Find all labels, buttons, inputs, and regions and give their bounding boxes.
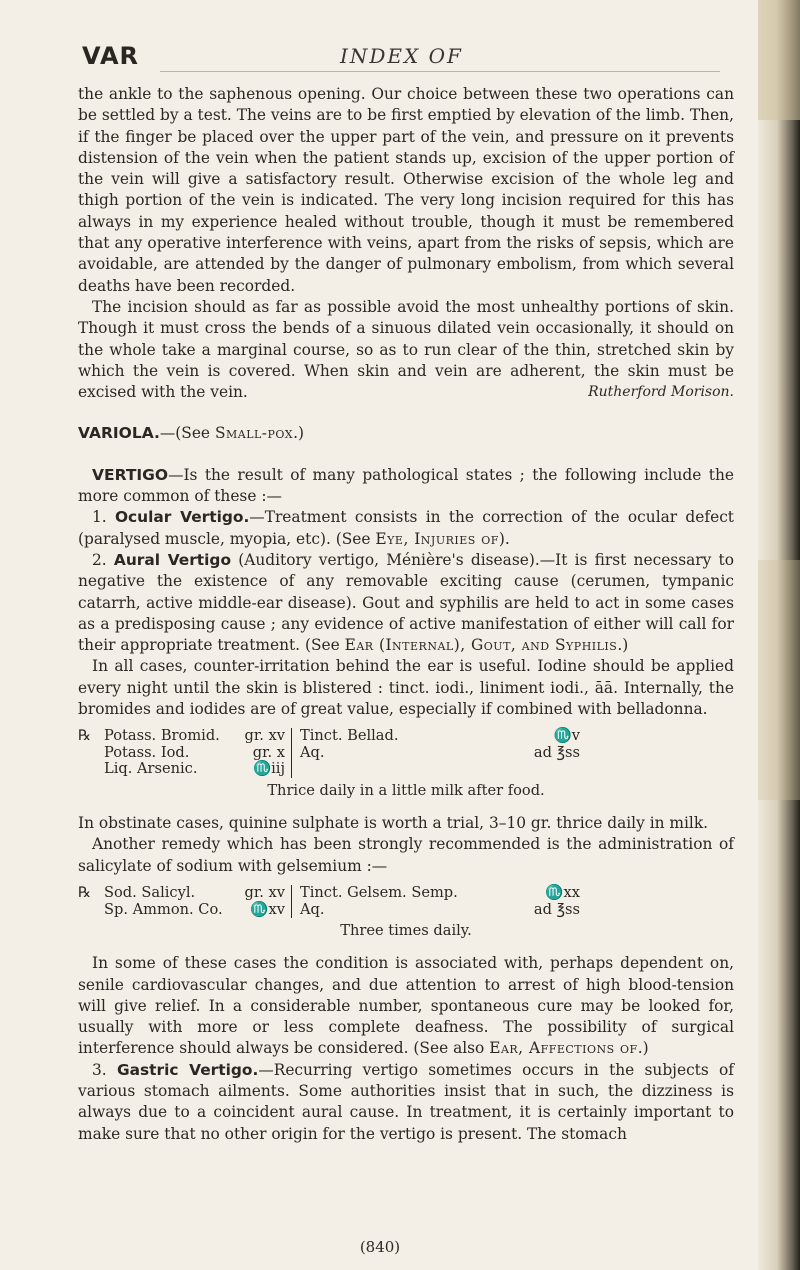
ingredient: Sp. Ammon. Co.: [104, 900, 223, 918]
dose: ad ℥ss: [533, 743, 580, 761]
ingredient: Liq. Arsenic.: [104, 760, 198, 778]
prescription-doses: [229, 728, 292, 778]
subheading-ocular-vertigo: Ocular Vertigo.: [114, 508, 250, 527]
dose: ♏xx: [545, 884, 580, 901]
prescription-ingredients: [292, 885, 490, 918]
prescription-salicylate: [78, 885, 734, 918]
author-signature: Rutherford Morison.: [588, 384, 734, 401]
ingredient: Tinct. Gelsem. Semp.: [300, 884, 458, 901]
ingredient: Sod. Salicyl.: [104, 884, 196, 901]
ocular-text: —Treatment consists in the correction of the ocular defect (paralysed muscle, myopia, etc). (See: [78, 508, 734, 548]
ingredient: Potass. Bromid.: [104, 727, 220, 745]
section-number: 1.: [92, 508, 115, 527]
dose: ad ℥ss: [533, 900, 580, 918]
thumb-index-tab: [758, 560, 800, 800]
running-head-title: INDEX OF: [340, 44, 463, 68]
aural-close: .): [617, 636, 629, 655]
dose: ♏iij: [252, 760, 285, 778]
entry-variola-text: —(See: [159, 424, 215, 443]
recipe-symbol: ℞: [78, 727, 92, 745]
prescription-ingredients: [104, 728, 229, 778]
entry-variola: [78, 423, 734, 444]
prescription-ingredients: [104, 885, 229, 918]
dose: ♏xv: [250, 900, 285, 918]
entry-heading-vertigo: VERTIGO: [92, 465, 169, 484]
entry-vertigo-intro: [78, 465, 734, 508]
vertigo-intro-text: —Is the result of many pathological states ; the following include the more common of these :—: [78, 465, 734, 506]
aural-text: (Auditory vertigo, Ménière's disease).—It is first necessary to negative the existence of any removable exciting cause (cerumen, tympanic catarrh, active middle-ear disease). Gout and syphilis are held to act in some cases as a predisposing cause ; any evidence of active manifestation of either will call for their appropriate treatment. (See: [78, 550, 734, 655]
gastric-text: —Recurring vertigo sometimes occurs in the subjects of various stomach ailments. Some authorities insist that in such, the dizziness is always due to a coincident aural cause. In treatment, it is certainly important to make sure that no other origin for the vertigo is present. The stomach: [78, 1060, 734, 1143]
header-rule: [160, 71, 720, 72]
ocular-close: ).: [498, 529, 510, 548]
thumb-index-tab: [758, 0, 800, 120]
entry-variola-close: .): [293, 424, 304, 443]
prescription-doses: [229, 885, 292, 918]
senile-close: .): [637, 1039, 649, 1058]
prescription-doses: [490, 728, 580, 761]
section-ocular-vertigo: [78, 507, 734, 550]
cross-reference: Ear, Affections of: [489, 1039, 638, 1058]
prescription-ingredients: [292, 728, 490, 761]
prescription-doses: [490, 885, 580, 918]
subheading-gastric-vertigo: Gastric Vertigo.: [116, 1060, 259, 1079]
ingredient: Aq.: [300, 900, 325, 918]
dose: ♏v: [553, 727, 580, 745]
page-body: [78, 84, 734, 1145]
ingredient: Tinct. Bellad.: [300, 727, 399, 745]
senile-text: In some of these cases the condition is associated with, perhaps dependent on, senile cardiovascular changes, and due attention to arrest of high blood-tension will give relief. In a considerable number, spontaneous cure may be looked for, usually with more or less complete deafness. The possibility of surgical interference should always be considered. (See also: [78, 954, 734, 1058]
ingredient: Potass. Iod.: [104, 743, 190, 761]
section-number: 3.: [92, 1060, 117, 1079]
ingredient: Aq.: [300, 743, 325, 761]
paragraph-senile-changes: [78, 953, 734, 1059]
prescription-directions: Thrice daily in a little milk after food.: [267, 781, 545, 799]
paragraph-salicylate: Another remedy which has been strongly recommended is the administration of salicylate of sodium with gelsemium :—: [78, 835, 734, 875]
section-gastric-vertigo: [78, 1060, 734, 1145]
paragraph-quinine: In obstinate cases, quinine sulphate is worth a trial, 3–10 gr. thrice daily in milk.: [78, 814, 709, 833]
running-head-letters: VAR: [82, 42, 139, 70]
dose: gr. xv: [244, 884, 285, 901]
entry-heading-variola: VARIOLA.: [78, 424, 160, 443]
subheading-aural-vertigo: Aural Vertigo: [113, 550, 232, 569]
prescription-directions: Three times daily.: [340, 922, 472, 939]
section-number: 2.: [92, 550, 114, 569]
cross-reference: Ear (Internal), Gout, and Syphilis: [344, 636, 618, 655]
section-aural-vertigo: [78, 550, 734, 656]
dose: gr. xv: [244, 727, 285, 745]
paragraph-operation-test: the ankle to the saphenous opening. Our choice between these two operations can be settled by a test. The veins are to be first emptied by elevation of the limb. Then, if the finger be placed over the upper part of the vein, and pressure on it prevents distension of the vein when the patient stands up, excision of the upper portion of the vein will give a satisfactory result. Otherwise excision of the whole leg and thigh portion of the vein is indicated. The very long incision required for this has always in my experience healed without trouble, though it must be remembered that any operative interference with veins, apart from the risks of sepsis, which are avoidable, are attended by the danger of pulmonary embolism, from which several deaths have been recorded.: [78, 85, 734, 295]
page-number: (840): [359, 1238, 401, 1256]
paragraph-incision-text: The incision should as far as possible avoid the most unhealthy portions of skin. Though it must cross the bends of a sinuous dilated vein occasionally, it should on the whole take a marginal course, so as to run clear of the thin, stretched skin by which the vein is covered. When skin and vein are adherent, the skin must be excised with the vein.: [78, 297, 734, 402]
prescription-bromide: [78, 728, 734, 778]
cross-reference: Eye, Injuries of: [375, 529, 499, 548]
paragraph-counter-irritation: In all cases, counter-irritation behind the ear is useful. Iodine should be applied every night until the skin is blistered : tinct. iodi., liniment iodi., āā. Internally, the bromides and iodides are of great value, especially if combined with belladonna.: [78, 657, 734, 719]
dose: gr. x: [252, 743, 285, 761]
cross-reference: Small-pox: [214, 424, 294, 443]
recipe-symbol: ℞: [78, 884, 92, 901]
paragraph-incision: [78, 297, 734, 403]
